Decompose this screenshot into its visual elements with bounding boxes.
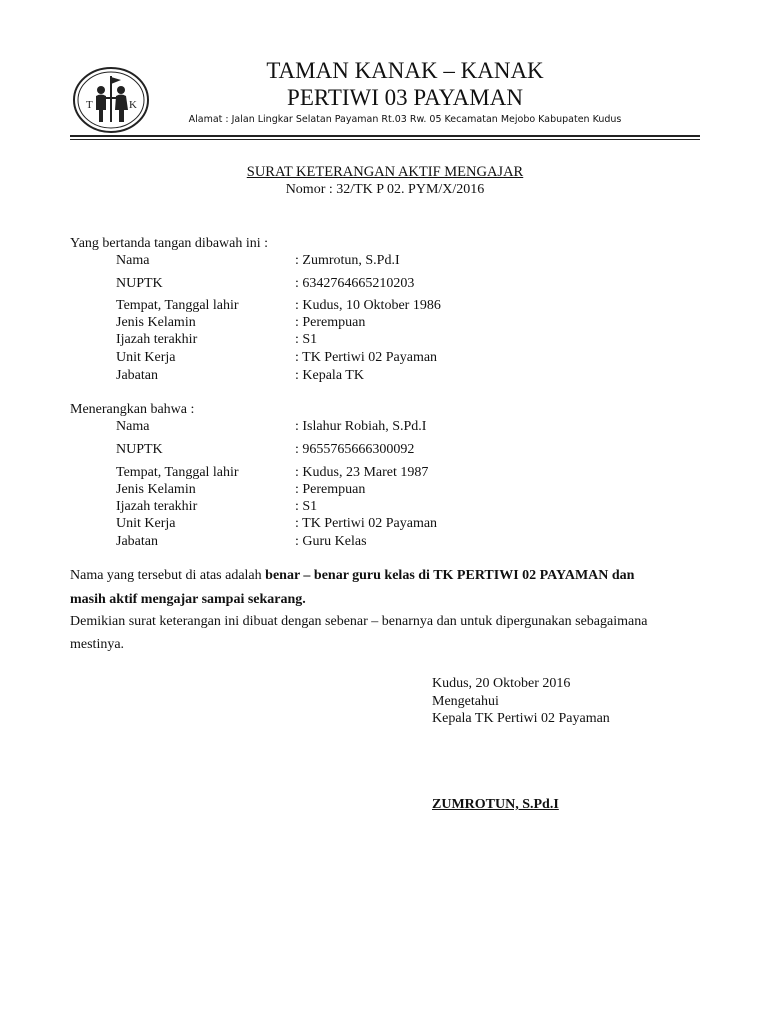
signer-label-name: Nama	[116, 253, 150, 268]
document-number: Nomor : 32/TK P 02. PYM/X/2016	[285, 182, 485, 197]
signer-label-gender: Jenis Kelamin	[116, 315, 196, 330]
signer-value-name: : Zumrotun, S.Pd.I	[295, 253, 400, 268]
subject-label-position: Jabatan	[116, 534, 158, 549]
signer-value-birth: : Kudus, 10 Oktober 1986	[295, 298, 441, 313]
subject-value-unit: : TK Pertiwi 02 Payaman	[295, 516, 438, 531]
signer-value-position: : Kepala TK	[295, 368, 364, 383]
signer-value-unit: : TK Pertiwi 02 Payaman	[295, 350, 438, 365]
statement-bold-1: benar – benar guru kelas di TK PERTIWI 02 PAYAMAN dan	[265, 568, 635, 583]
document-title	[70, 164, 700, 181]
signature-position: Kepala TK Pertiwi 02 Payaman	[432, 711, 610, 726]
closing-line1: Demikian surat keterangan ini dibuat dengan sebenar – benarnya dan untuk dipergunakan sebagaimana	[70, 614, 648, 629]
signer-label-nuptk: NUPTK	[116, 276, 163, 291]
school-name-line2: PERTIWI 03 PAYAMAN	[287, 85, 523, 110]
subject-value-nuptk: : 9655765666300092	[295, 442, 415, 457]
subject-label-gender: Jenis Kelamin	[116, 482, 196, 497]
signature-place-date: Kudus, 20 Oktober 2016	[432, 676, 571, 691]
signer-label-education: Ijazah terakhir	[116, 332, 198, 347]
signer-label-position: Jabatan	[116, 368, 158, 383]
subject-label-unit: Unit Kerja	[116, 516, 176, 531]
closing-line2: mestinya.	[70, 637, 125, 652]
subject-value-position: : Guru Kelas	[295, 534, 367, 549]
school-logo	[72, 66, 150, 134]
header-divider-thick	[70, 135, 700, 137]
subject-intro: Menerangkan bahwa :	[70, 402, 195, 417]
subject-value-education: : S1	[295, 499, 318, 514]
school-logo-emblem	[72, 66, 150, 134]
signature-acknowledged: Mengetahui	[432, 694, 499, 709]
subject-label-education: Ijazah terakhir	[116, 499, 198, 514]
signature-name: ZUMROTUN, S.Pd.I	[432, 797, 559, 812]
signer-intro: Yang bertanda tangan dibawah ini :	[70, 236, 269, 251]
logo-letter-k: K	[129, 99, 137, 111]
subject-label-nuptk: NUPTK	[116, 442, 163, 457]
logo-letter-t: T	[86, 99, 93, 111]
subject-label-name: Nama	[116, 419, 150, 434]
statement-plain: Nama yang tersebut di atas adalah	[70, 568, 266, 583]
statement-line2: masih aktif mengajar sampai sekarang.	[70, 592, 306, 607]
subject-value-gender: : Perempuan	[295, 482, 366, 497]
signer-label-unit: Unit Kerja	[116, 350, 176, 365]
subject-value-birth: : Kudus, 23 Maret 1987	[295, 465, 429, 480]
signer-label-birth: Tempat, Tanggal lahir	[116, 298, 239, 313]
subject-label-birth: Tempat, Tanggal lahir	[116, 465, 239, 480]
header-divider-thin	[70, 139, 700, 140]
document-title-text: SURAT KETERANGAN AKTIF MENGAJAR	[246, 164, 524, 180]
school-name-line1: TAMAN KANAK – KANAK	[266, 58, 544, 83]
signer-value-gender: : Perempuan	[295, 315, 366, 330]
school-address: Alamat : Jalan Lingkar Selatan Payaman Rt.03 Rw. 05 Kecamatan Mejobo Kabupaten Kudus	[188, 114, 622, 125]
signer-value-nuptk: : 6342764665210203	[295, 276, 415, 291]
signer-value-education: : S1	[295, 332, 318, 347]
subject-value-name: : Islahur Robiah, S.Pd.I	[295, 419, 427, 434]
statement-line1	[70, 568, 710, 584]
